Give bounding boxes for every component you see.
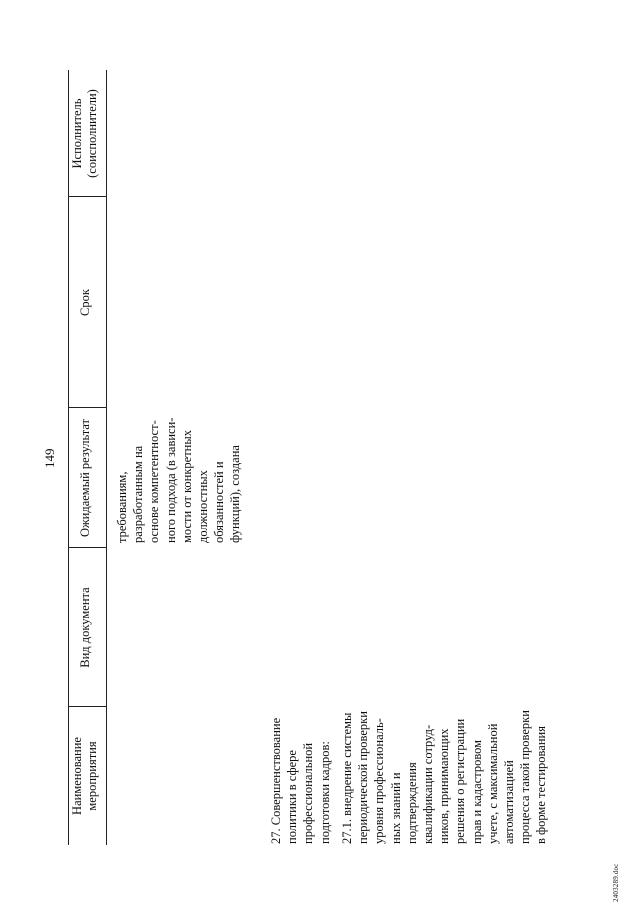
page-number: 149 — [42, 448, 57, 468]
table-header-rule — [106, 70, 107, 845]
document-code: 2403289.doc — [612, 863, 620, 902]
item-27-1-text: 27.1. внедрение системы периодической проверки уровня профессиональ- ных знаний и подтверждения квалификации сотруд- ников, принимающих решения о регистрации прав и кадастровом учете, с максимальной автоматизацией процесса такой проверки в форме тестирования — [340, 710, 549, 844]
header-executor: Исполнитель (соисполнители) — [70, 89, 99, 178]
header-result: Ожидаемый результат — [78, 418, 92, 538]
section-27-title: 27. Совершенствование политики в сфере профессиональной подготовки кадров: — [269, 717, 332, 844]
table-top-rule — [68, 70, 69, 845]
header-name: Наименование мероприятия — [70, 737, 99, 815]
result-continuation-text: требованиям, разработанным на основе компетентност- ного подхода (в зависи- мости от конкретных должностных обязанностей и функций), создана — [115, 417, 243, 543]
header-deadline: Срок — [78, 289, 92, 316]
header-doc-type: Вид документа — [78, 587, 92, 668]
